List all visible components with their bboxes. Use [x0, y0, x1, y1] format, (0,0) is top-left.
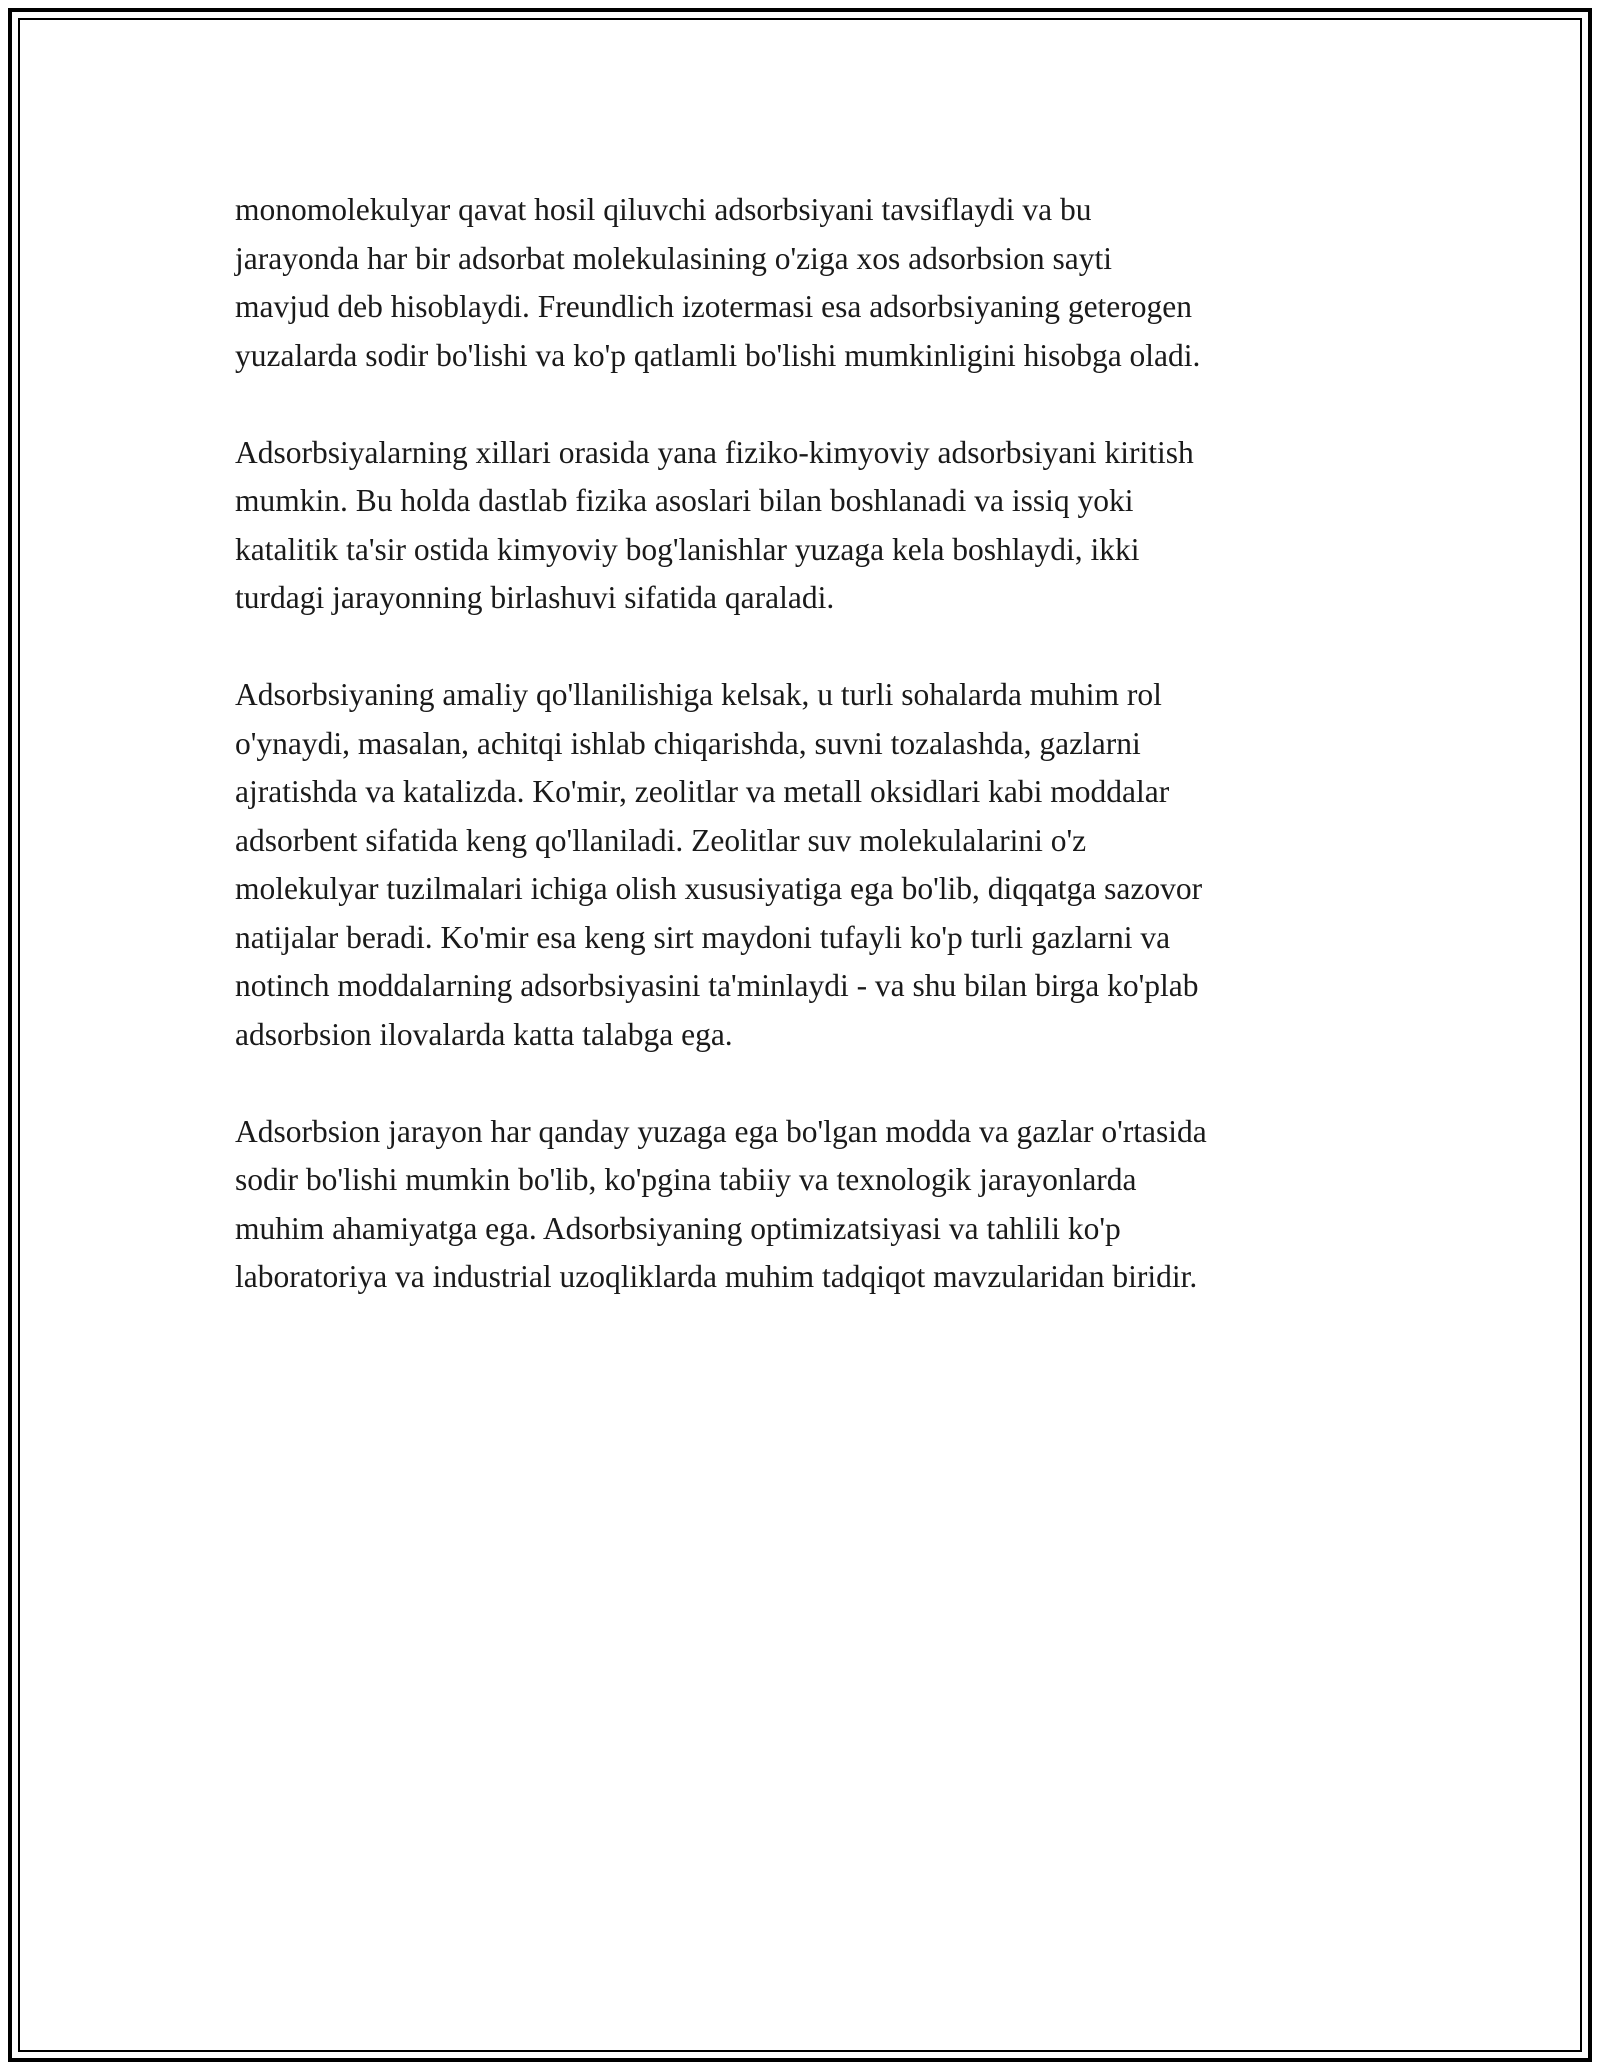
document-body	[235, 186, 1380, 1350]
paragraph-4: Adsorbsion jarayon har qanday yuzaga ega bo'lgan modda va gazlar o'rtasida sodir bo'lishi mumkin bo'lib, ko'pgina tabiiy va texnologik jarayonlarda muhim ahamiyatga ega. Adsorbsiyaning optimizatsiyasi va tahlili ko'p laboratoriya va industrial uzoqliklarda muhim tadqiqot mavzularidan biridir.	[235, 1113, 1207, 1294]
paragraph-1: monomolekulyar qavat hosil qiluvchi adsorbsiyani tavsiflaydi va bu jarayonda har bir adsorbat molekulasining o'ziga xos adsorbsion sayti mavjud deb hisoblaydi. Freundlich izotermasi esa adsorbsiyaning geterogen yuzalarda sodir bo'lishi va ko'p qatlamli bo'lishi mumkinligini hisobga oladi.	[235, 192, 1201, 373]
paragraph-2: Adsorbsiyalarning xillari orasida yana fiziko-kimyoviy adsorbsiyani kiritish mumkin. Bu holda dastlab fizika asoslari bilan boshlanadi va issiq yoki katalitik ta'sir ostida kimyoviy bog'lanishlar yuzaga kela boshlaydi, ikki turdagi jarayonning birlashuvi sifatida qaraladi.	[235, 434, 1194, 615]
paragraph-3: Adsorbsiyaning amaliy qo'llanilishiga kelsak, u turli sohalarda muhim rol o'ynaydi, masalan, achitqi ishlab chiqarishda, suvni tozalashda, gazlarni ajratishda va katalizda. Ko'mir, zeolitlar va metall oksidlari kabi moddalar adsorbent sifatida keng qo'llaniladi. Zeolitlar suv molekulalarini o'z molekulyar tuzilmalari ichiga olish xususiyatiga ega bo'lib, diqqatga sazovor natijalar beradi. Ko'mir esa keng sirt maydoni tufayli ko'p turli gazlarni va notinch moddalarning adsorbsiyasini ta'minlaydi - va shu bilan birga ko'plab adsorbsion ilovalarda katta talabga ega.	[235, 677, 1203, 1052]
